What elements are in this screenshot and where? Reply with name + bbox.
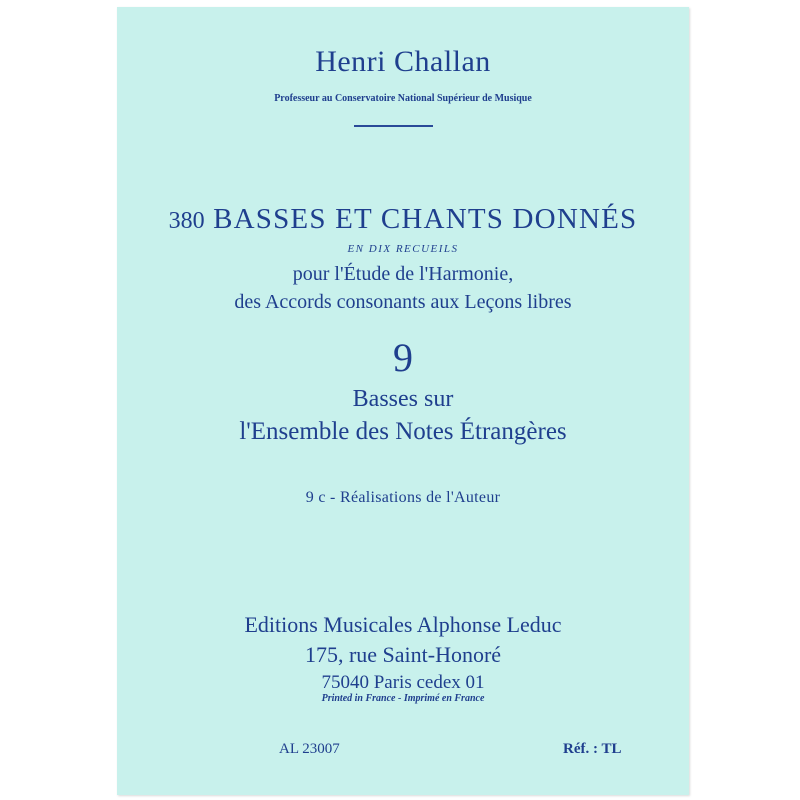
- collection-purpose-line2: des Accords consonants aux Leçons libres: [234, 291, 572, 313]
- score-cover: [117, 7, 689, 795]
- publisher-city: 75040 Paris cedex 01: [321, 672, 485, 693]
- collection-subtitle: EN DIX RECUEILS: [347, 243, 459, 255]
- volume-number: 9: [393, 335, 413, 380]
- volume-part-label: 9 c - Réalisations de l'Auteur: [305, 489, 501, 506]
- volume-title-line2: l'Ensemble des Notes Étrangères: [239, 418, 567, 445]
- collection-purpose-line1: pour l'Étude de l'Harmonie,: [292, 263, 514, 285]
- author-role: Professeur au Conservatoire National Supérieur de Musique: [274, 93, 532, 104]
- collection-count: 380: [168, 208, 205, 234]
- printed-notice: Printed in France - Imprimé en France: [321, 693, 485, 704]
- reference-code: Réf. : TL: [563, 741, 622, 757]
- publisher-name: Editions Musicales Alphonse Leduc: [244, 612, 562, 637]
- collection-title-text: BASSES ET CHANTS DONNÉS: [213, 203, 638, 235]
- author-name: Henri Challan: [315, 45, 491, 78]
- title-divider: [354, 125, 433, 127]
- collection-title: [117, 203, 689, 236]
- catalog-number: AL 23007: [279, 741, 340, 757]
- volume-title-line1: Basses sur: [352, 386, 454, 412]
- publisher-address: 175, rue Saint-Honoré: [304, 642, 502, 667]
